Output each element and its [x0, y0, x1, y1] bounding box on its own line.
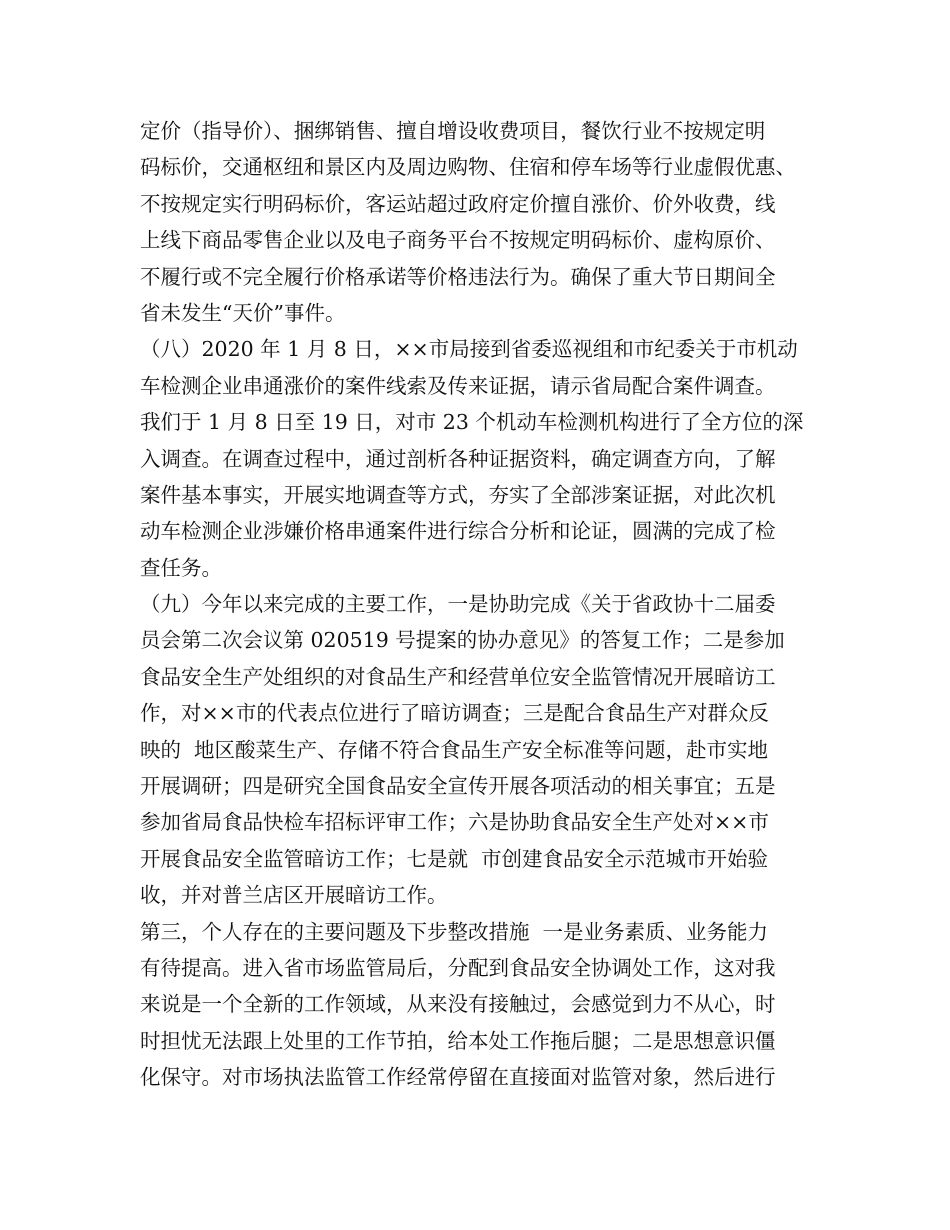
text-line: 码标价，交通枢纽和景区内及周边购物、住宿和停车场等行业虚假优惠、: [140, 155, 796, 180]
text-line: 车检测企业串通涨价的案件线索及传来证据，请示省局配合案件调查。: [140, 373, 776, 398]
text-line: 开展调研；四是研究全国食品安全宣传开展各项活动的相关事宜；五是: [140, 774, 776, 799]
text-line: 入调查。在调查过程中，通过剖析各种证据资料，确定调查方向，了解: [140, 446, 776, 471]
text-line: 来说是一个全新的工作领域，从来没有接触过，会感觉到力不从心，时: [140, 992, 776, 1017]
text-line: （九）今年以来完成的主要工作，一是协助完成《关于省政协十二届委: [140, 592, 776, 617]
document-body: [140, 113, 820, 1096]
text-line: 化保守。对市场执法监管工作经常停留在直接面对监管对象，然后进行: [140, 1065, 776, 1090]
text-line: 查任务。: [140, 555, 222, 580]
text-line: 食品安全生产处组织的对食品生产和经营单位安全监管情况开展暗访工: [140, 664, 776, 689]
text-line: 收，并对普兰店区开展暗访工作。: [140, 883, 448, 908]
text-line: 动车检测企业涉嫌价格串通案件进行综合分析和论证，圆满的完成了检: [140, 519, 776, 544]
text-line: 作，对××市的代表点位进行了暗访调查；三是配合食品生产对群众反: [140, 701, 769, 726]
text-line: 员会第二次会议第 020519 号提案的协办意见》的答复工作；二是参加: [140, 628, 785, 653]
text-line: 参加省局食品快检车招标评审工作；六是协助食品安全生产处对××市: [140, 810, 769, 835]
text-line: 我们于 1 月 8 日至 19 日，对市 23 个机动车检测机构进行了全方位的深: [140, 410, 804, 435]
text-line: 映的 地区酸菜生产、存储不符合食品生产安全标准等问题，赴市实地: [140, 737, 769, 762]
text-line: 有待提高。进入省市场监管局后，分配到食品安全协调处工作，这对我: [140, 955, 776, 980]
text-line: 开展食品安全监管暗访工作；七是就 市创建食品安全示范城市开始验: [140, 846, 769, 871]
text-line: （八）2020 年 1 月 8 日，××市局接到省委巡视组和市纪委关于市机动: [140, 337, 798, 362]
text-line: 案件基本事实，开展实地调查等方式，夯实了全部涉案证据，对此次机: [140, 482, 776, 507]
text-line: 不按规定实行明码标价，客运站超过政府定价擅自涨价、价外收费，线: [140, 191, 776, 216]
text-line: 上线下商品零售企业以及电子商务平台不按规定明码标价、虚构原价、: [140, 228, 776, 253]
text-line: 不履行或不完全履行价格承诺等价格违法行为。确保了重大节日期间全: [140, 264, 776, 289]
text-line: 时担忧无法跟上处里的工作节拍，给本处工作拖后腿；二是思想意识僵: [140, 1028, 776, 1053]
text-line: 第三，个人存在的主要问题及下步整改措施 一是业务素质、业务能力: [140, 919, 769, 944]
text-line: 省未发生“天价”事件。: [140, 300, 346, 325]
text-line: 定价（指导价）、捆绑销售、擅自增设收费项目，餐饮行业不按规定明: [140, 119, 766, 143]
